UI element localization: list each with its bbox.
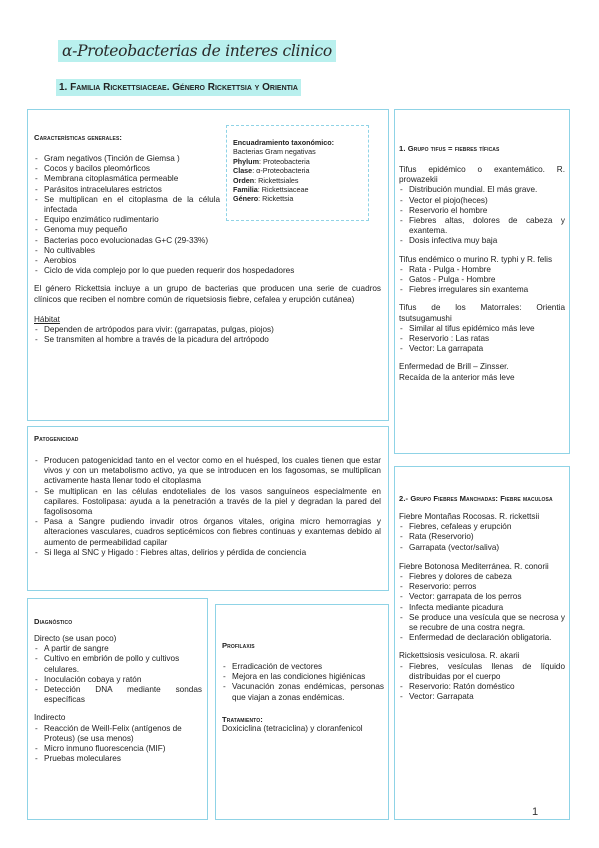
list-item: - Pruebas moleculares xyxy=(34,754,202,764)
patogenicidad-content xyxy=(34,434,384,558)
list-item: - Micro inmuno fluorescencia (MIF) xyxy=(34,744,202,754)
tifus-endemico-title: Tifus endémico o murino R. typhi y R. felis xyxy=(399,254,553,264)
list-item: - Rata - Pulga - Hombre xyxy=(399,265,565,275)
list-item: - Se multiplican en el citoplasma de la célula infectada xyxy=(34,195,220,215)
taxonomy-phylum: Phylum: Proteobacteria xyxy=(233,156,310,166)
list-item: - Fiebres altas, dolores de cabeza y exantema. xyxy=(399,216,565,236)
list-item: - Rata (Reservorio) xyxy=(399,532,565,542)
taxonomy-orden: Orden: Rickettsiales xyxy=(233,175,299,185)
taxonomy-line: Bacterias Gram negativas xyxy=(233,147,316,157)
list-item: - Fiebres, vesículas llenas de líquido distribuidas por el cuerpo xyxy=(399,662,565,682)
list-item: - Se transmiten al hombre a través de la picadura del artrópodo xyxy=(34,335,384,345)
tratamiento-text: Doxiciclina (tetraciclina) y cloranfenicol xyxy=(222,723,363,733)
grupo-fiebres-heading: 2.- Grupo Fiebres Manchadas: Fiebre maculosa xyxy=(399,494,553,503)
tratamiento-heading: Tratamiento: xyxy=(222,714,263,724)
profilaxis-heading: Profilaxis xyxy=(222,641,255,650)
grupo-tifus-content xyxy=(399,144,565,383)
directo-list xyxy=(34,644,202,705)
list-item: - Gram negativos (Tinción de Giemsa ) xyxy=(34,154,220,164)
brill-zinsser-title: Enfermedad de Brill – Zinsser. xyxy=(399,362,509,372)
list-item: - Si llega al SNC y Higado : Fiebres altas, delirios y pérdida de conciencia xyxy=(34,548,381,558)
profilaxis-list xyxy=(222,662,384,703)
taxonomy-heading: Encuadramiento taxonómico: xyxy=(233,138,335,147)
vesiculosa-title: Rickettsiosis vesiculosa. R. akarii xyxy=(399,651,520,661)
list-item: - Distribución mundial. El más grave. xyxy=(399,185,565,195)
list-item: - Se multiplican en las células endoteliales de los vasos sanguíneos especialmente en capilares. Fostolipasa: ayuda a la penetración a través de la piel y degradan la pared del fagolisosoma xyxy=(34,487,381,518)
list-item: - Similar al tifus epidémico más leve xyxy=(399,324,565,334)
list-item: - Equipo enzimático rudimentario xyxy=(34,215,220,225)
montanas-rocosas-title: Fiebre Montañas Rocosas. R. rickettsii xyxy=(399,512,540,521)
indirecto-list xyxy=(34,724,202,765)
list-item: - A partir de sangre xyxy=(34,644,202,654)
list-item: - Vector: La garrapata xyxy=(399,344,565,354)
directo-label: Directo (se usan poco) xyxy=(34,634,117,643)
list-item: - Se produce una vesícula que se necrosa y se recubre de una costra negra. xyxy=(399,613,565,633)
list-item: - Reservorio: Ratón doméstico xyxy=(399,682,565,692)
list-item: - Inoculación cobaya y ratón xyxy=(34,675,202,685)
subtitle-highlight xyxy=(56,79,301,96)
taxonomy-box xyxy=(226,125,369,221)
list-item: - Producen patogenicidad tanto en el vector como en el huésped, los cuales tienen que estar vivos y con un metabolismo activo, ya que se introducen en los fagosomas, se multiplican activamente hasta llenar todo el citoplasma xyxy=(34,456,381,487)
title-highlight xyxy=(58,40,336,62)
list-item: - Vector: garrapata de los perros xyxy=(399,592,565,602)
list-item: - Vector: Garrapata xyxy=(399,692,565,702)
list-item: - Garrapata (vector/saliva) xyxy=(399,543,565,553)
list-item: - Reacción de Weill-Felix (antígenos de Proteus) (se usa menos) xyxy=(34,724,202,744)
list-item: - Fiebres y dolores de cabeza xyxy=(399,572,565,582)
list-item: - Reservorio el hombre xyxy=(399,206,565,216)
list-item: - Detección DNA mediante sondas específicas xyxy=(34,685,202,705)
diagnostico-heading: Diagnóstico xyxy=(34,617,73,626)
tifus-matorrales-list xyxy=(399,324,565,355)
list-item: - Enfermedad de declaración obligatoria. xyxy=(399,633,565,643)
list-item: - Dosis infectiva muy baja xyxy=(399,236,565,246)
list-item: - Infecta mediante picadura xyxy=(399,603,565,613)
indirecto-label: Indirecto xyxy=(34,713,66,723)
grupo-tifus-heading: 1. Grupo tifus = fiebres tíficas xyxy=(399,144,500,153)
list-item: - Gatos - Pulga - Hombre xyxy=(399,275,565,285)
vesiculosa-list xyxy=(399,662,565,703)
taxonomy-familia: Familia: Rickettsiaceae xyxy=(233,185,309,195)
tifus-epidemico-list xyxy=(399,185,565,246)
list-item: - Fiebres irregulares sin exantema xyxy=(399,285,565,295)
section-subtitle: 1. Familia Rickettsiaceae. Género Rickettsia y Orientia xyxy=(59,82,298,93)
list-item: - Erradicación de vectores xyxy=(222,662,384,672)
tifus-endemico-list xyxy=(399,265,565,296)
list-item: - Membrana citoplasmática permeable xyxy=(34,174,220,184)
caracteristicas-heading: Características generales: xyxy=(34,133,123,142)
taxonomy-clase: Clase: α-Proteobacteria xyxy=(233,166,310,176)
list-item: - Dependen de artrópodos para vivir: (garrapatas, pulgas, piojos) xyxy=(34,325,384,335)
habitat-list xyxy=(34,325,384,345)
list-item: - Fiebres, cefaleas y erupción xyxy=(399,522,565,532)
list-item: - Vector el piojo(heces) xyxy=(399,196,565,206)
list-item: - Reservorio : Las ratas xyxy=(399,334,565,344)
botonosa-list xyxy=(399,572,565,643)
list-item: - Vacunación zonas endémicas, personas que viajan a zonas endémicas. xyxy=(222,682,384,702)
list-item: - Ciclo de vida complejo por lo que pueden requerir dos hospedadores xyxy=(34,266,379,276)
botonosa-title: Fiebre Botonosa Mediterránea. R. conorii xyxy=(399,561,549,571)
list-item: - Mejora en las condiciones higiénicas xyxy=(222,672,384,682)
profilaxis-content xyxy=(222,641,384,734)
list-item: - Cocos y bacilos pleomórficos xyxy=(34,164,220,174)
brill-zinsser-text: Recaída de la anterior más leve xyxy=(399,372,515,382)
list-item: - Pasa a Sangre pudiendo invadir otros órganos vitales, origina micro hemorragias y alteraciones vasculares, cuadros septicémicos con fiebres continuas y exantemas debido al aumento de permeabilidad capilar xyxy=(34,517,381,548)
habitat-label: Hábitat xyxy=(34,314,60,324)
taxonomy-genero: Género: Rickettsia xyxy=(233,194,294,204)
list-item: - No cultivables xyxy=(34,246,220,256)
grupo-fiebres-content xyxy=(399,494,565,702)
tifus-epidemico-title: Tifus epidémico o exantemático. R. prowazekii xyxy=(399,165,565,185)
patogenicidad-list xyxy=(34,456,381,558)
diagnostico-content xyxy=(34,617,202,764)
list-item: - Reservorio: perros xyxy=(399,582,565,592)
page-number: 1 xyxy=(532,806,539,818)
list-item: - Aerobios xyxy=(34,256,220,266)
list-item: - Bacterias poco evolucionadas G+C (29-33%) xyxy=(34,236,334,246)
list-item: - Cultivo en embrión de pollo y cultivos celulares. xyxy=(34,654,202,674)
list-item: - Genoma muy pequeño xyxy=(34,225,220,235)
tifus-matorrales-title: Tifus de los Matorrales: Orientia tsutsugamushi xyxy=(399,303,565,323)
montanas-rocosas-list xyxy=(399,522,565,553)
page-title: α-Proteobacterias de interes clinico xyxy=(62,42,332,60)
rickettsia-paragraph: El género Rickettsia incluye a un grupo de bacterias que producen una serie de cuadros clínicos que reciben el nombre común de riquetsiosis fiebre, cefalea y erupción cutánea) xyxy=(34,284,381,304)
list-item: - Parásitos intracelulares estrictos xyxy=(34,185,220,195)
patogenicidad-heading: Patogenicidad xyxy=(34,434,79,443)
